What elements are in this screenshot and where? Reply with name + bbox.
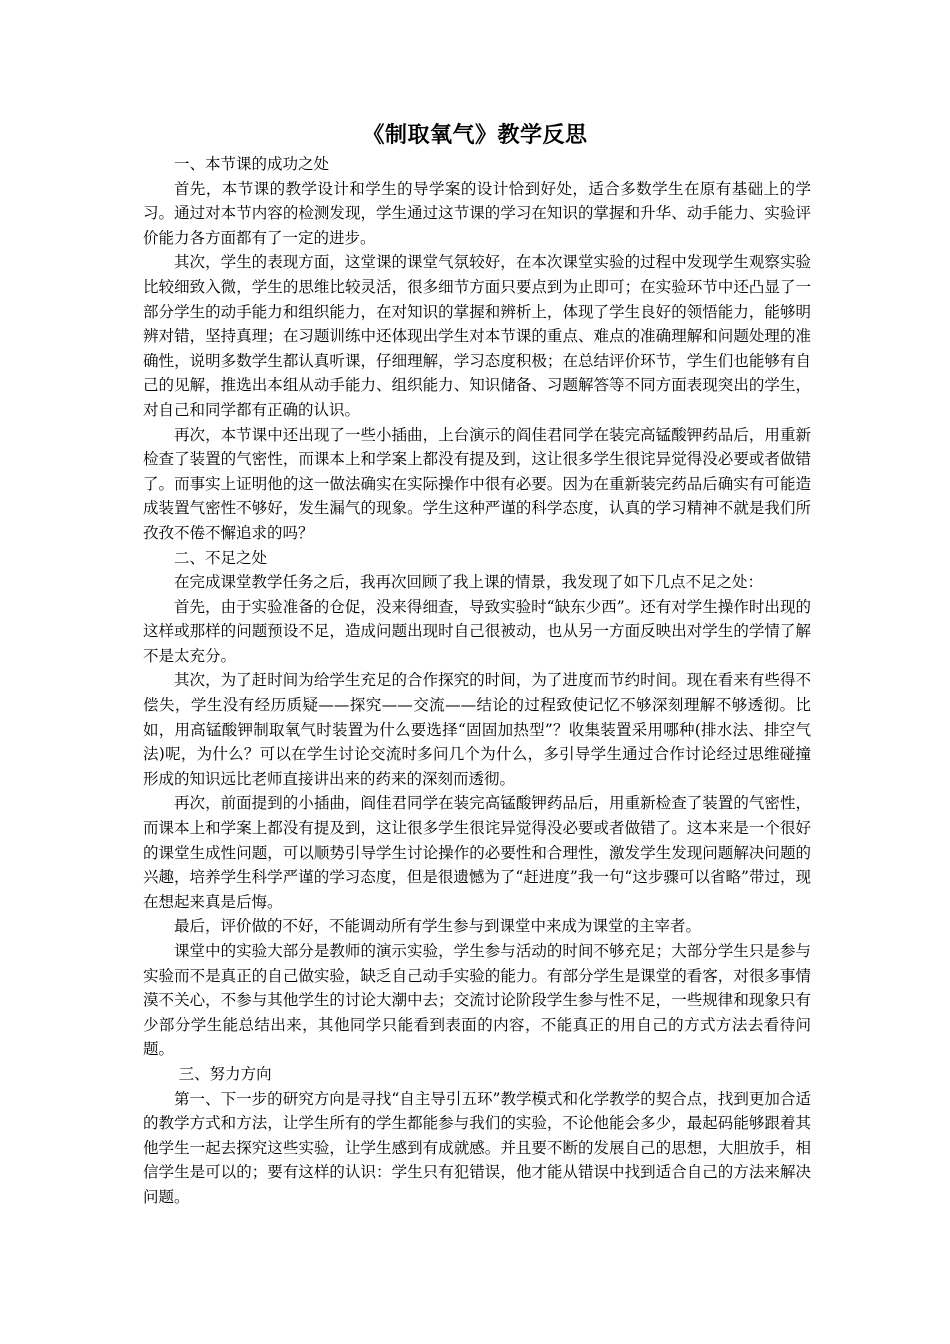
paragraph: 课堂中的实验大部分是教师的演示实验，学生参与活动的时间不够充足；大部分学生只是参与实验而不是真正的自己做实验，缺乏自己动手实验的能力。有部分学生是课堂的看客，对很多事情漠不关心，不参与其他学生的讨论大潮中去；交流讨论阶段学生参与性不足，一些规律和现象只有少部分学生能总结出来，其他同学只能看到表面的内容，不能真正的用自己的方式方法去看待问题。 bbox=[143, 942, 811, 1059]
paragraph: 第一、下一步的研究方向是寻找“自主导引五环”教学模式和化学教学的契合点，找到更加合适的教学方式和方法，让学生所有的学生都能参与我们的实验，不论他能会多少，最起码能够跟着其他学生一起去探究这些实验，让学生感到有成就感。并且要不断的发展自己的思想，大胆放手，相信学生是可以的；要有这样的认识：学生只有犯错误，他才能从错误中找到适合自己的方法来解决问题。 bbox=[143, 1089, 811, 1206]
paragraph: 其次，为了赶时间为给学生充足的合作探究的时间，为了进度而节约时间。现在看来有些得不偿失，学生没有经历质疑——探究——交流——结论的过程致使记忆不够深刻理解不够透彻。比如，用高锰酸钾制取氧气时装置为什么要选择“固固加热型”？收集装置采用哪种(排水法、排空气法)呢，为什么？可以在学生讨论交流时多问几个为什么，多引导学生通过合作讨论经过思维碰撞形成的知识远比老师直接讲出来的药来的深刻而透彻。 bbox=[143, 671, 811, 788]
document-title: 《制取氧气》教学反思 bbox=[362, 123, 588, 148]
section-heading-direction: 三、努力方向 bbox=[178, 1064, 272, 1083]
section-heading-shortcomings: 二、不足之处 bbox=[174, 548, 268, 567]
paragraph: 在完成课堂教学任务之后，我再次回顾了我上课的情景，我发现了如下几点不足之处： bbox=[174, 573, 764, 592]
paragraph: 首先，由于实验准备的仓促，没来得细查，导致实验时“缺东少西”。还有对学生操作时出现的这样或那样的问题预设不足，造成问题出现时自己很被动，也从另一方面反映出对学生的学情了解不是太充分。 bbox=[143, 597, 811, 665]
paragraph: 最后，评价做的不好，不能调动所有学生参与到课堂中来成为课堂的主宰者。 bbox=[174, 917, 702, 936]
paragraph: 首先，本节课的教学设计和学生的导学案的设计恰到好处，适合多数学生在原有基础上的学习。通过对本节内容的检测发现，学生通过这节课的学习在知识的掌握和升华、动手能力、实验评价能力各方面都有了一定的进步。 bbox=[143, 179, 811, 247]
document-body bbox=[143, 152, 811, 1210]
paragraph: 再次，前面提到的小插曲，阎佳君同学在装完高锰酸钾药品后，用重新检查了装置的气密性，而课本上和学案上都没有提及到，这让很多学生很诧异觉得没必要或者做错了。这本来是一个很好的课堂生成性问题，可以顺势引导学生讨论操作的必要性和合理性，激发学生发现问题解决问题的兴趣，培养学生科学严谨的学习态度，但是很遗憾为了“赶进度”我一句“这步骤可以省略”带过，现在想起来真是后悔。 bbox=[143, 794, 811, 911]
section-heading-success: 一、本节课的成功之处 bbox=[174, 155, 330, 173]
paragraph: 再次，本节课中还出现了一些小插曲，上台演示的阎佳君同学在装完高锰酸钾药品后，用重新检查了装置的气密性，而课本上和学案上都没有提及到，这让很多学生很诧异觉得没必要或者做错了。而事实上证明他的这一做法确实在实际操作中很有必要。因为在重新装完药品后确实有可能造成装置气密性不够好，发生漏气的现象。学生这种严谨的科学态度，认真的学习精神不就是我们所孜孜不倦不懈追求的吗？ bbox=[143, 425, 811, 542]
paragraph: 其次，学生的表现方面，这堂课的课堂气氛较好，在本次课堂实验的过程中发现学生观察实验比较细致入微，学生的思维比较灵活，很多细节方面只要点到为止即可；在实验环节中还凸显了一部分学生的动手能力和组织能力，在对知识的掌握和辨析上，体现了学生良好的领悟能力，能够明辨对错，坚持真理；在习题训练中还体现出学生对本节课的重点、难点的准确理解和问题处理的准确性，说明多数学生都认真听课，仔细理解，学习态度积极；在总结评价环节，学生们也能够有自己的见解，推选出本组从动手能力、组织能力、知识储备、习题解答等不同方面表现突出的学生，对自己和同学都有正确的认识。 bbox=[143, 253, 811, 419]
